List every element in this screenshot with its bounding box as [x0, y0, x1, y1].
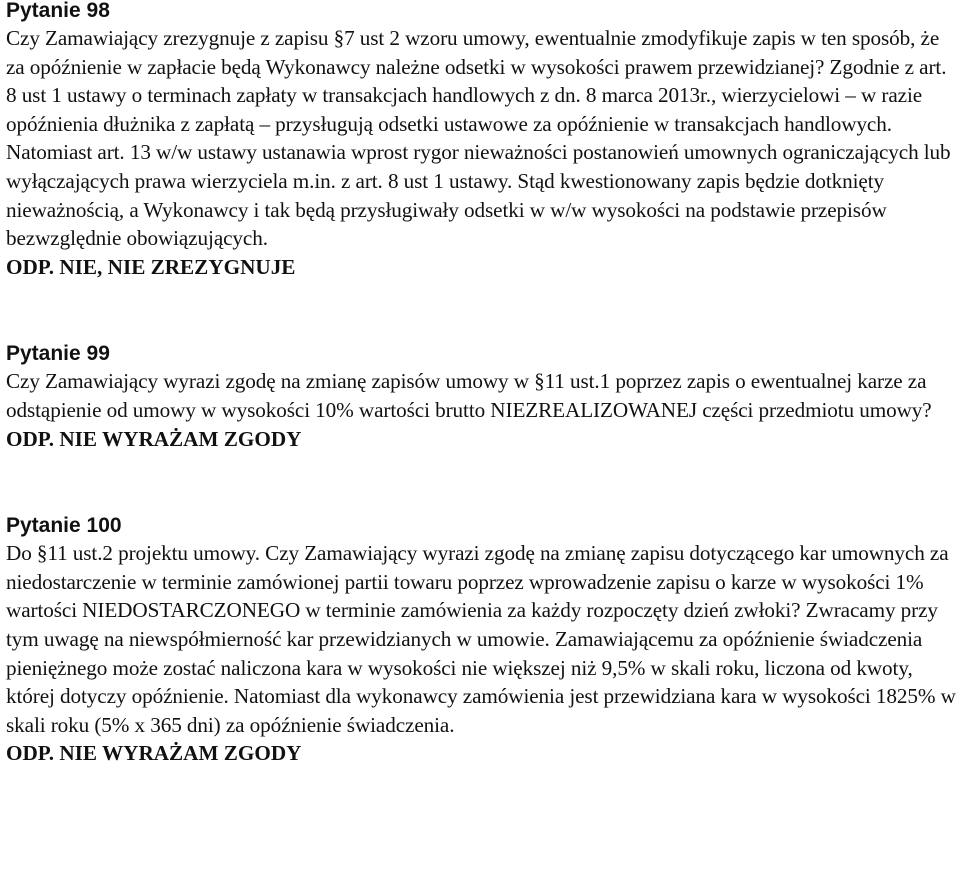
question-title: Pytanie 99 — [6, 342, 110, 366]
question-text: Do §11 ust.2 projektu umowy. Czy Zamawiający wyrazi zgodę na zmianę zapisu dotyczącego kar umownych za niedostarczenie w terminie zamówionej partii towaru poprzez wprowadzenie zapisu o karze w wysokości 1% wartości NIEDOSTARCZONEGO w terminie zamówienia za każdy rozpoczęty dzień zwłoki? Zwracamy przy tym uwagę na niewspółmierność kar przewidzianych w umowie. Zamawiającemu za opóźnienie świadczenia pieniężnego może zostać naliczona kara w wysokości nie większej niż 9,5% w skali roku, liczona od kwoty, której dotyczy opóźnienie. Natomiast dla wykonawcy zamówienia jest przewidziana kara w wysokości 1825% w skali roku (5% x 365 dni) za opóźnienie świadczenia. — [6, 541, 956, 737]
question-100 — [6, 513, 956, 768]
question-99 — [6, 341, 956, 453]
question-text: Czy Zamawiający wyrazi zgodę na zmianę zapisów umowy w §11 ust.1 poprzez zapis o ewentualnej karze za odstąpienie od umowy w wysokości 10% wartości brutto NIEZREALIZOWANEJ części przedmiotu umowy? — [6, 369, 932, 422]
question-title: Pytanie 100 — [6, 514, 122, 538]
question-text: Czy Zamawiający zrezygnuje z zapisu §7 ust 2 wzoru umowy, ewentualnie zmodyfikuje zapis w ten sposób, że za opóźnienie w zapłacie będą Wykonawcy należne odsetki w wysokości prawem przewidzianej? Zgodnie z art. 8 ust 1 ustawy o terminach zapłaty w transakcjach handlowych z dn. 8 marca 2013r., wierzycielowi – w razie opóźnienia dłużnika z zapłatą – przysługują odsetki ustawowe za opóźnienie w transakcjach handlowych. Natomiast art. 13 w/w ustawy ustanawia wprost rygor nieważności postanowień umownych ograniczających lub wyłączających prawa wierzyciela m.in. z art. 8 ust 1 ustawy. Stąd kwestionowany zapis będzie dotknięty nieważnością, a Wykonawcy i tak będą przysługiwały odsetki w w/w wysokości na podstawie przepisów bezwzględnie obowiązujących. — [6, 26, 951, 251]
question-98 — [6, 0, 956, 281]
answer-text: ODP. NIE WYRAŻAM ZGODY — [6, 426, 302, 451]
question-title: Pytanie 98 — [6, 0, 110, 22]
answer-text: ODP. NIE, NIE ZREZYGNUJE — [6, 254, 296, 279]
answer-text: ODP. NIE WYRAŻAM ZGODY — [6, 741, 302, 766]
